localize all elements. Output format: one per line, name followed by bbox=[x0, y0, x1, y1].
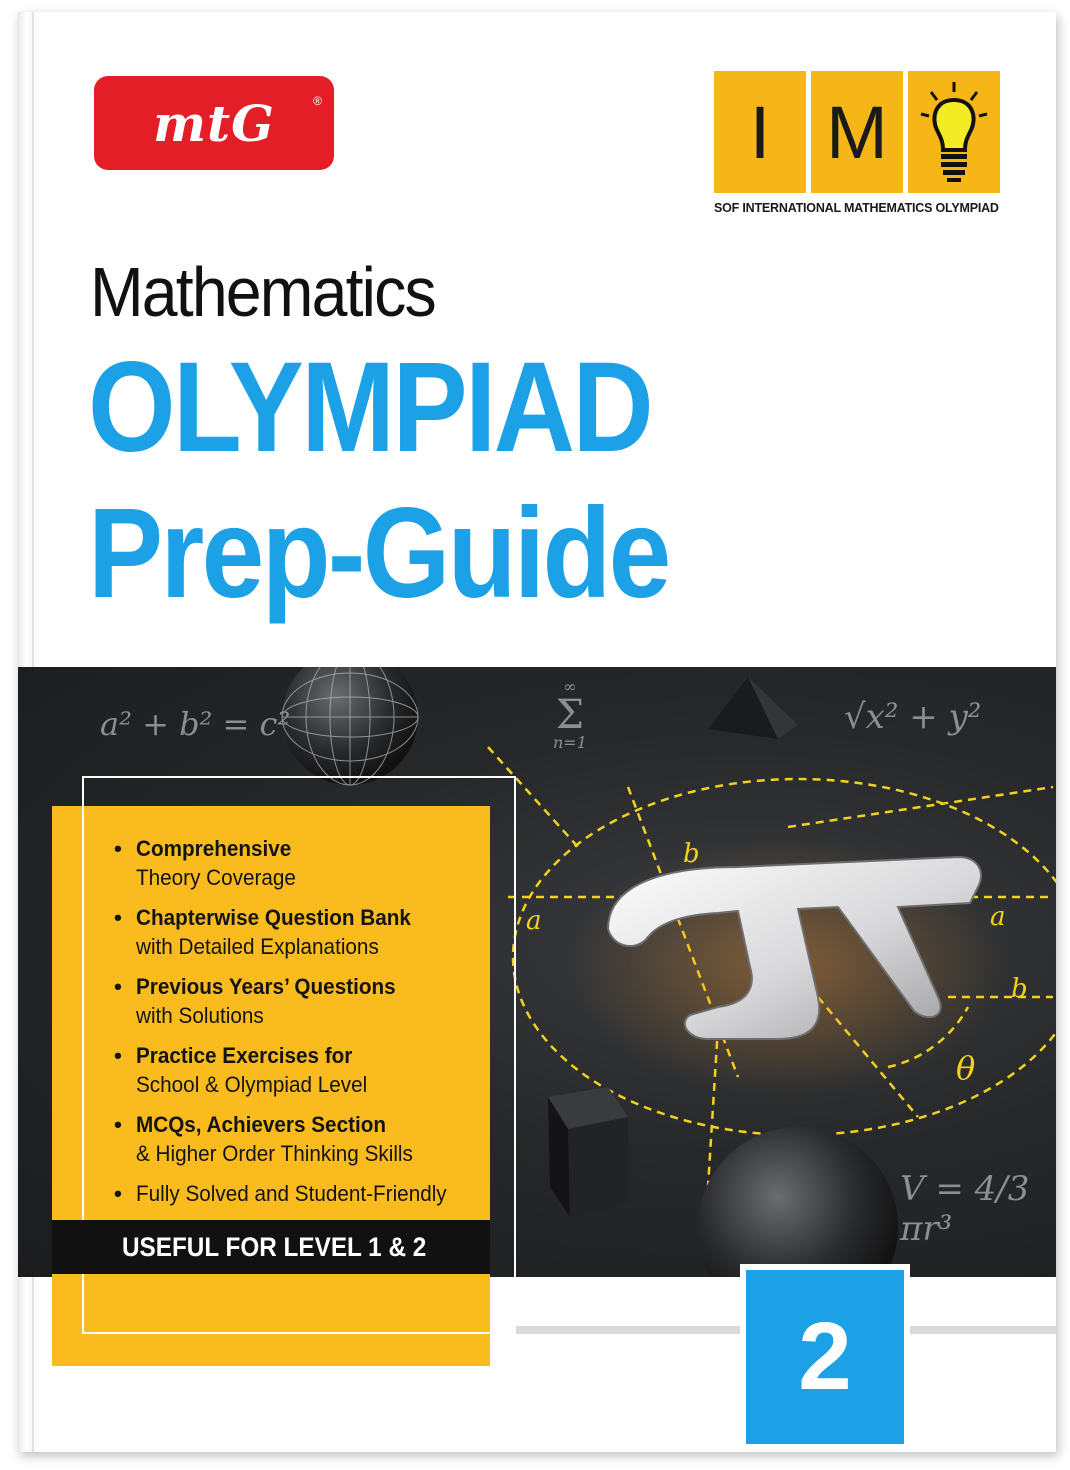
registered-mark: ® bbox=[313, 94, 322, 108]
feature-detail: with Solutions bbox=[136, 1003, 264, 1028]
formula-pythagoras: a² + b² = c² bbox=[100, 705, 291, 743]
wire-sphere bbox=[282, 667, 418, 785]
useful-for-text: USEFUL FOR LEVEL 1 & 2 bbox=[122, 1231, 427, 1262]
feature-detail: School & Olympiad Level bbox=[136, 1072, 368, 1097]
title-prep-guide: Prep-Guide bbox=[88, 482, 669, 625]
formula-sum bbox=[553, 679, 587, 751]
useful-for-bar bbox=[52, 1220, 490, 1274]
features-list bbox=[114, 834, 494, 1219]
cone bbox=[708, 677, 798, 739]
feature-item bbox=[114, 1110, 494, 1168]
feature-item bbox=[114, 1041, 494, 1099]
feature-detail: Theory Coverage bbox=[136, 865, 296, 890]
imo-logo bbox=[714, 71, 1004, 215]
feature-title: • Practice Exercises for bbox=[136, 1043, 353, 1068]
label-b-top: b bbox=[683, 839, 700, 869]
feature-title: • Comprehensive bbox=[136, 836, 292, 861]
label-theta: θ bbox=[956, 1049, 976, 1087]
book-cover bbox=[18, 12, 1056, 1452]
label-a-left: a bbox=[526, 906, 542, 936]
feature-detail: & Higher Order Thinking Skills bbox=[136, 1141, 413, 1166]
formula-volume: V = 4/3 πr³ bbox=[900, 1169, 1030, 1249]
lightbulb-icon bbox=[908, 71, 1000, 193]
label-b-right: b bbox=[1011, 974, 1028, 1004]
feature-item bbox=[114, 1179, 494, 1208]
sum-symbol: Σ bbox=[555, 692, 585, 738]
imo-letter-i: I bbox=[714, 71, 806, 193]
feature-item bbox=[114, 903, 494, 961]
feature-title: • Chapterwise Question Bank bbox=[136, 905, 411, 930]
formula-sqrt: √x² + y² bbox=[844, 697, 982, 737]
feature-detail: • Fully Solved and Student-Friendly bbox=[136, 1181, 447, 1206]
feature-item bbox=[114, 972, 494, 1030]
mtg-logo-text: mtG bbox=[153, 93, 275, 153]
mtg-logo bbox=[94, 76, 334, 170]
dark-sphere bbox=[698, 1127, 898, 1277]
cube bbox=[548, 1087, 630, 1217]
feature-detail: with Detailed Explanations bbox=[136, 934, 379, 959]
title-mathematics: Mathematics bbox=[90, 253, 435, 331]
title-olympiad: OLYMPIAD bbox=[88, 336, 652, 479]
feature-item bbox=[114, 834, 494, 892]
feature-title: • MCQs, Achievers Section bbox=[136, 1112, 387, 1137]
level-badge bbox=[740, 1264, 910, 1450]
sum-upper: ∞ bbox=[563, 677, 577, 696]
imo-caption: SOF INTERNATIONAL MATHEMATICS OLYMPIAD bbox=[714, 201, 999, 215]
imo-letter-m: M bbox=[811, 71, 903, 193]
level-number: 2 bbox=[798, 1303, 852, 1410]
feature-title: • Previous Years’ Questions bbox=[136, 974, 396, 999]
sum-lower: n=1 bbox=[553, 733, 587, 752]
label-a-right: a bbox=[990, 902, 1006, 932]
